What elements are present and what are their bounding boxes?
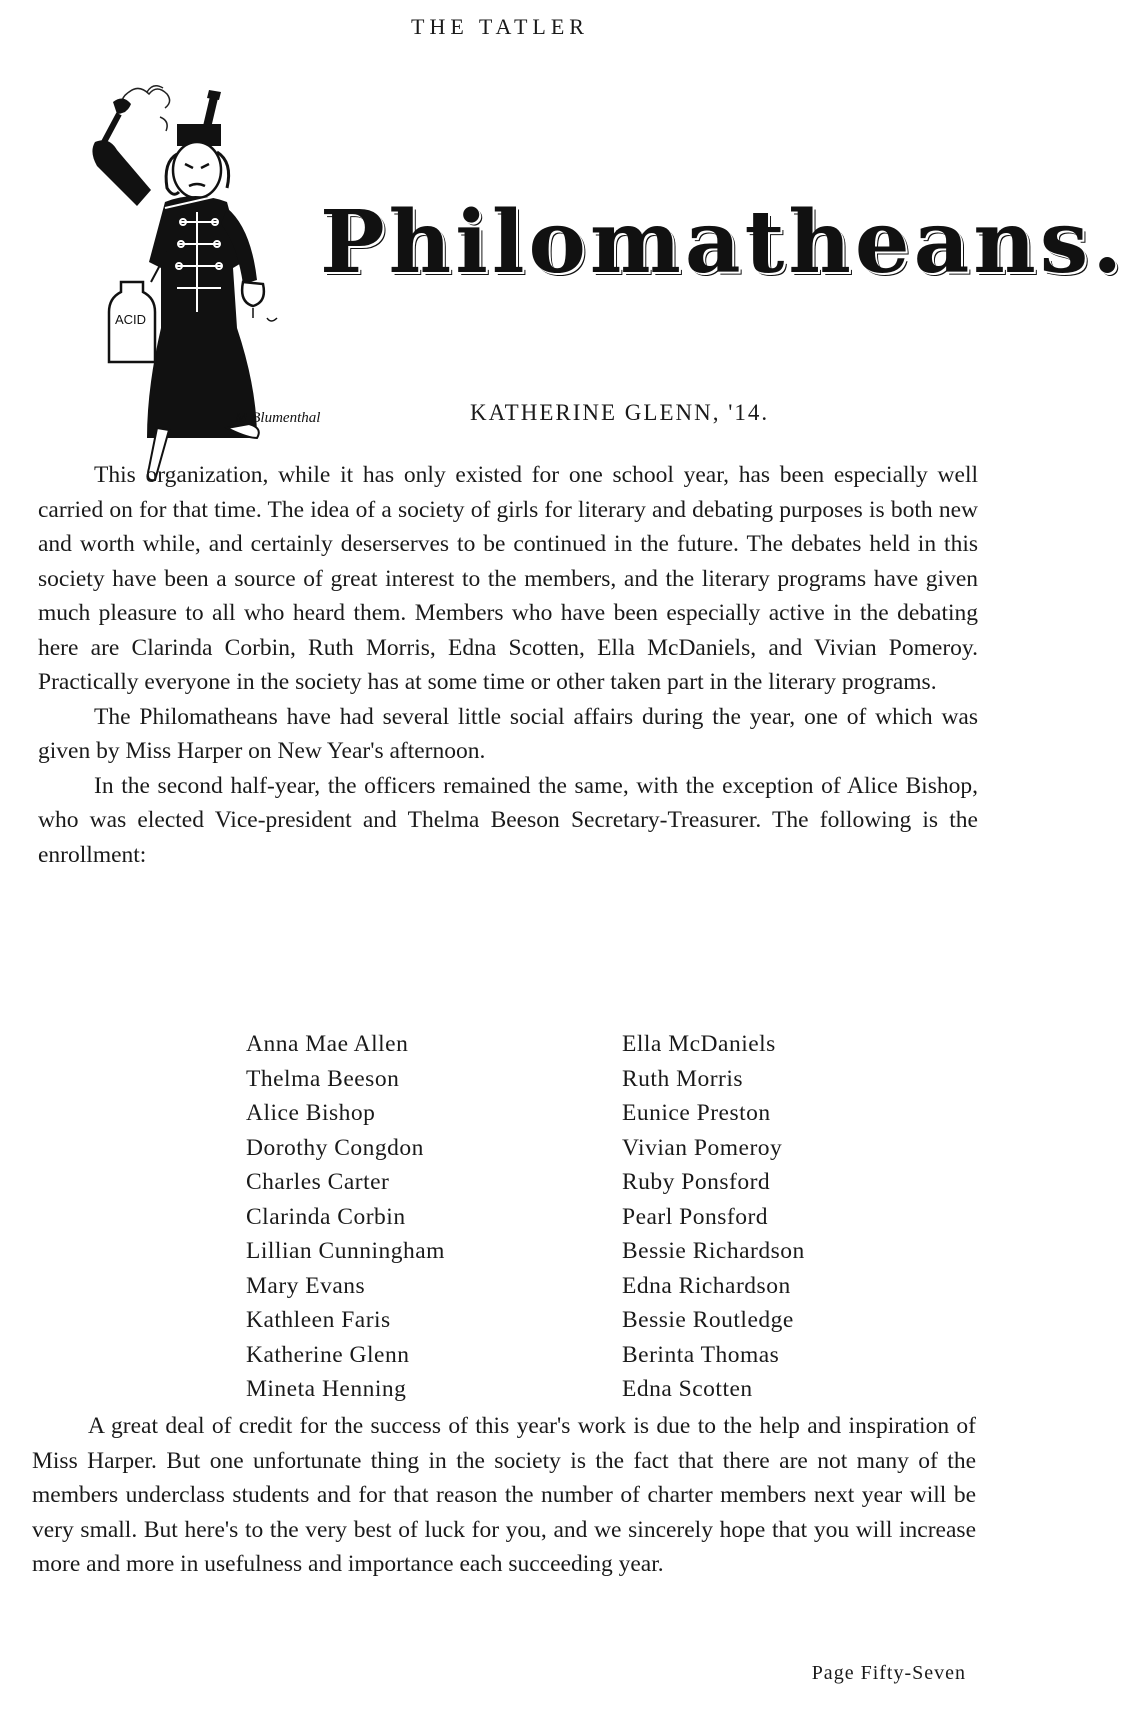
bottle-label: ACID — [115, 312, 147, 327]
closing-text — [32, 1409, 976, 1582]
member-name: Mineta Henning — [246, 1376, 407, 1402]
member-name: Dorothy Congdon — [246, 1134, 424, 1161]
member-name: Katherine Glenn — [246, 1341, 410, 1368]
member-name: Edna Richardson — [622, 1272, 791, 1299]
running-head: THE TATLER — [411, 14, 589, 39]
page-title: Philomatheans. — [320, 192, 1126, 293]
member-name: Vivian Pomeroy — [622, 1134, 783, 1161]
member-name: Bessie Richardson — [622, 1238, 805, 1264]
intro-text — [38, 458, 978, 872]
member-name: Clarinda Corbin — [246, 1203, 406, 1230]
author-byline: KATHERINE GLENN, '14. — [470, 400, 770, 425]
member-name: Ruth Morris — [622, 1065, 744, 1092]
artist-signature: M Blumenthal — [235, 410, 321, 426]
paragraph: A great deal of credit for the success of this year's work is due to the help and inspiration of Miss Harper. But one unfortunate thing in the society is the fact that there are not many of the members underclass students and for that reason the number of charter members next year will be very small. But here's to the very best of luck for you, and we sincerely hope that you will increase more and more in usefulness and importance each succeeding year. — [32, 1413, 976, 1577]
member-name: Anna Mae Allen — [246, 1031, 409, 1057]
enrollment-column-right — [622, 1027, 805, 1407]
member-name: Ruby Ponsford — [622, 1169, 771, 1195]
member-name: Thelma Beeson — [246, 1065, 400, 1092]
member-name: Berinta Thomas — [622, 1341, 780, 1368]
paragraph: In the second half-year, the officers remained the same, with the exception of Alice Bishop, who was elected Vice-president and Thelma Beeson Secretary-Treasurer. The following is the enrollment: — [38, 772, 978, 868]
member-name: Edna Scotten — [622, 1376, 753, 1402]
member-name: Mary Evans — [246, 1272, 366, 1299]
member-name: Charles Carter — [246, 1169, 390, 1195]
paragraph: The Philomatheans have had several little social affairs during the year, one of which was given by Miss Harper on New Year's afternoon. — [38, 703, 978, 764]
member-name: Lillian Cunningham — [246, 1238, 445, 1264]
member-name: Pearl Ponsford — [622, 1203, 769, 1230]
member-name: Bessie Routledge — [622, 1307, 794, 1333]
paragraph: This organization, while it has only existed for one school year, has been especially well carried on for that time. The idea of a society of girls for literary and debating purposes is both new and worth while, and certainly deserserves to be continued in the future. The debates held in this society have been a source of great interest to the members, and the literary programs have given much pleasure to all who heard them. Members who have been especially active in the debating here are Clarinda Corbin, Ruth Morris, Edna Scotten, Ella McDaniels, and Vivian Pomeroy. Practically everyone in the society has at some time or other taken part in the literary programs. — [38, 462, 978, 695]
member-name: Ella McDaniels — [622, 1031, 776, 1057]
member-name: Eunice Preston — [622, 1100, 771, 1126]
enrollment-column-left — [246, 1027, 622, 1407]
page-number: Page Fifty-Seven — [811, 1662, 966, 1684]
enrollment-list — [246, 1027, 886, 1407]
member-name: Alice Bishop — [246, 1100, 376, 1126]
member-name: Kathleen Faris — [246, 1307, 391, 1333]
